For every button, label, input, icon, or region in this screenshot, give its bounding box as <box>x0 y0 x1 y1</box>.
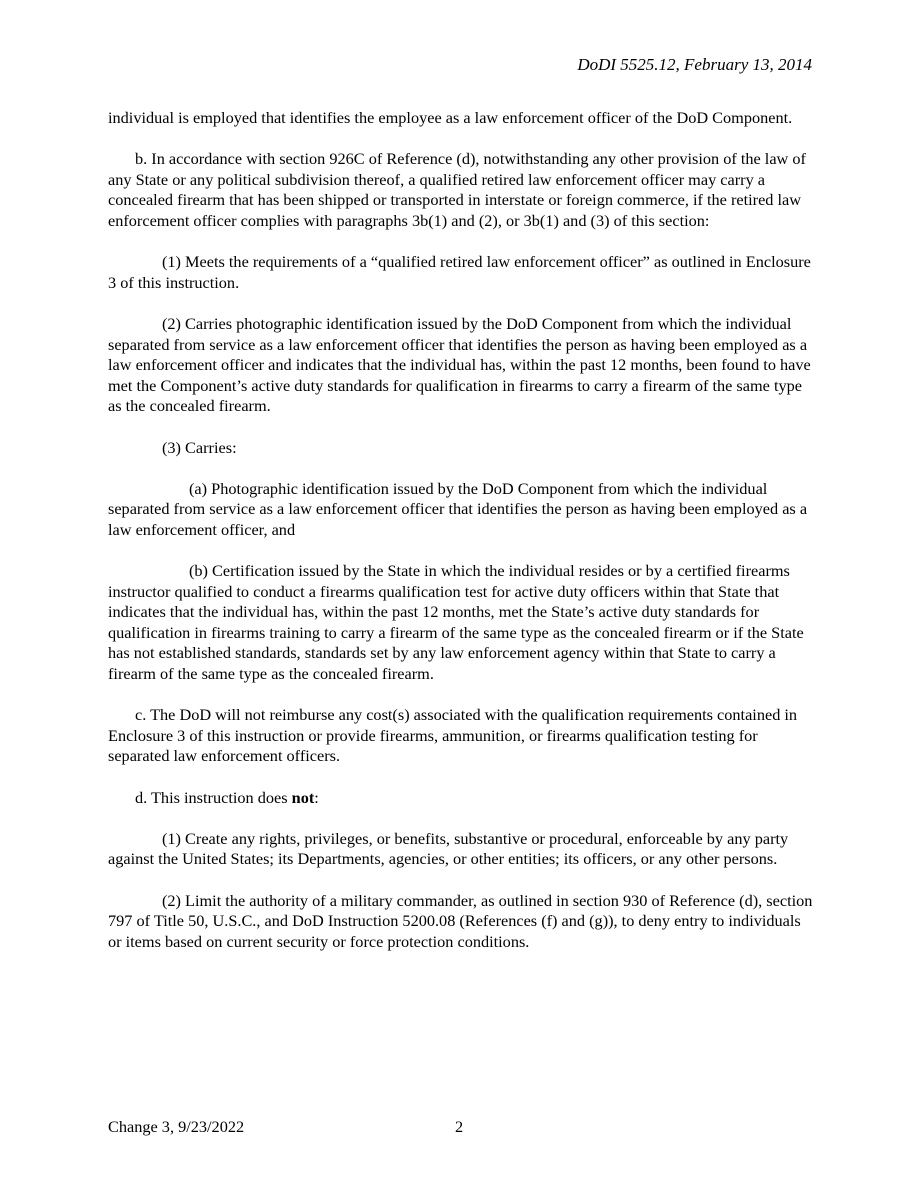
paragraph-d1: (1) Create any rights, privileges, or benefits, substantive or procedural, enforceable by any party against the United States; its Departments, agencies, or other entities; its officers, or any other persons. <box>108 828 789 869</box>
paragraph-b3: (3) Carries: <box>162 437 237 457</box>
paragraph-d2: (2) Limit the authority of a military commander, as outlined in section 930 of Reference (d), section 797 of Title 50, U.S.C., and DoD Instruction 5200.08 (References (f) and (g)), to deny entry to individuals or items based on current security or force protection conditions. <box>108 890 813 951</box>
page-number: 2 <box>455 1117 464 1136</box>
paragraph-d-text: d. This instruction does <box>135 787 292 807</box>
paragraph-b1: (1) Meets the requirements of a “qualified retired law enforcement officer” as outlined in Enclosure 3 of this instruction. <box>108 252 811 292</box>
paragraph-c: c. The DoD will not reimburse any cost(s) associated with the qualification requirements contained in Enclosure 3 of this instruction or provide firearms, ammunition, or firearms qualification testing for separated law enforcement officers. <box>108 705 798 766</box>
paragraph-b2: (2) Carries photographic identification issued by the DoD Component from which the individual separated from service as a law enforcement officer that identifies the person as having been employed as a law enforcement officer and indicates that the individual has, within the past 12 months, been found to have met the Component’s active duty standards for qualification in firearms to carry a firearm of the same type as the concealed firearm. <box>108 313 811 416</box>
document-body <box>108 108 813 973</box>
paragraph-d-colon: : <box>314 787 319 807</box>
paragraph-b3a: (a) Photographic identification issued by the DoD Component from which the individual separated from service as a law enforcement officer that identifies the person as having been employed as a law enforcement officer, and <box>108 478 808 539</box>
paragraph-d <box>108 788 813 809</box>
document-header: DoDI 5525.12, February 13, 2014 <box>577 55 812 74</box>
paragraph-b3b: (b) Certification issued by the State in which the individual resides or by a certified firearms instructor qualified to conduct a firearms qualification test for active duty officers within that State that indicates that the individual has, within the past 12 months, met the State’s active duty standards for qualification in firearms training to carry a firearm of the same type as the concealed firearm or if the State has not established standards, standards set by any law enforcement agency within that State to carry a firearm of the same type as the concealed firearm. <box>108 561 804 684</box>
paragraph-continuation: individual is employed that identifies the employee as a law enforcement officer of the DoD Component. <box>108 108 793 127</box>
paragraph-b: b. In accordance with section 926C of Reference (d), notwithstanding any other provision of the law of any State or any political subdivision thereof, a qualified retired law enforcement officer may carry a concealed firearm that has been shipped or transported in interstate or foreign commerce, if the retired law enforcement officer complies with paragraphs 3b(1) and (2), or 3b(1) and (3) of this section: <box>108 149 806 230</box>
paragraph-d-bold: not <box>291 787 315 807</box>
footer-change: Change 3, 9/23/2022 <box>108 1117 245 1136</box>
